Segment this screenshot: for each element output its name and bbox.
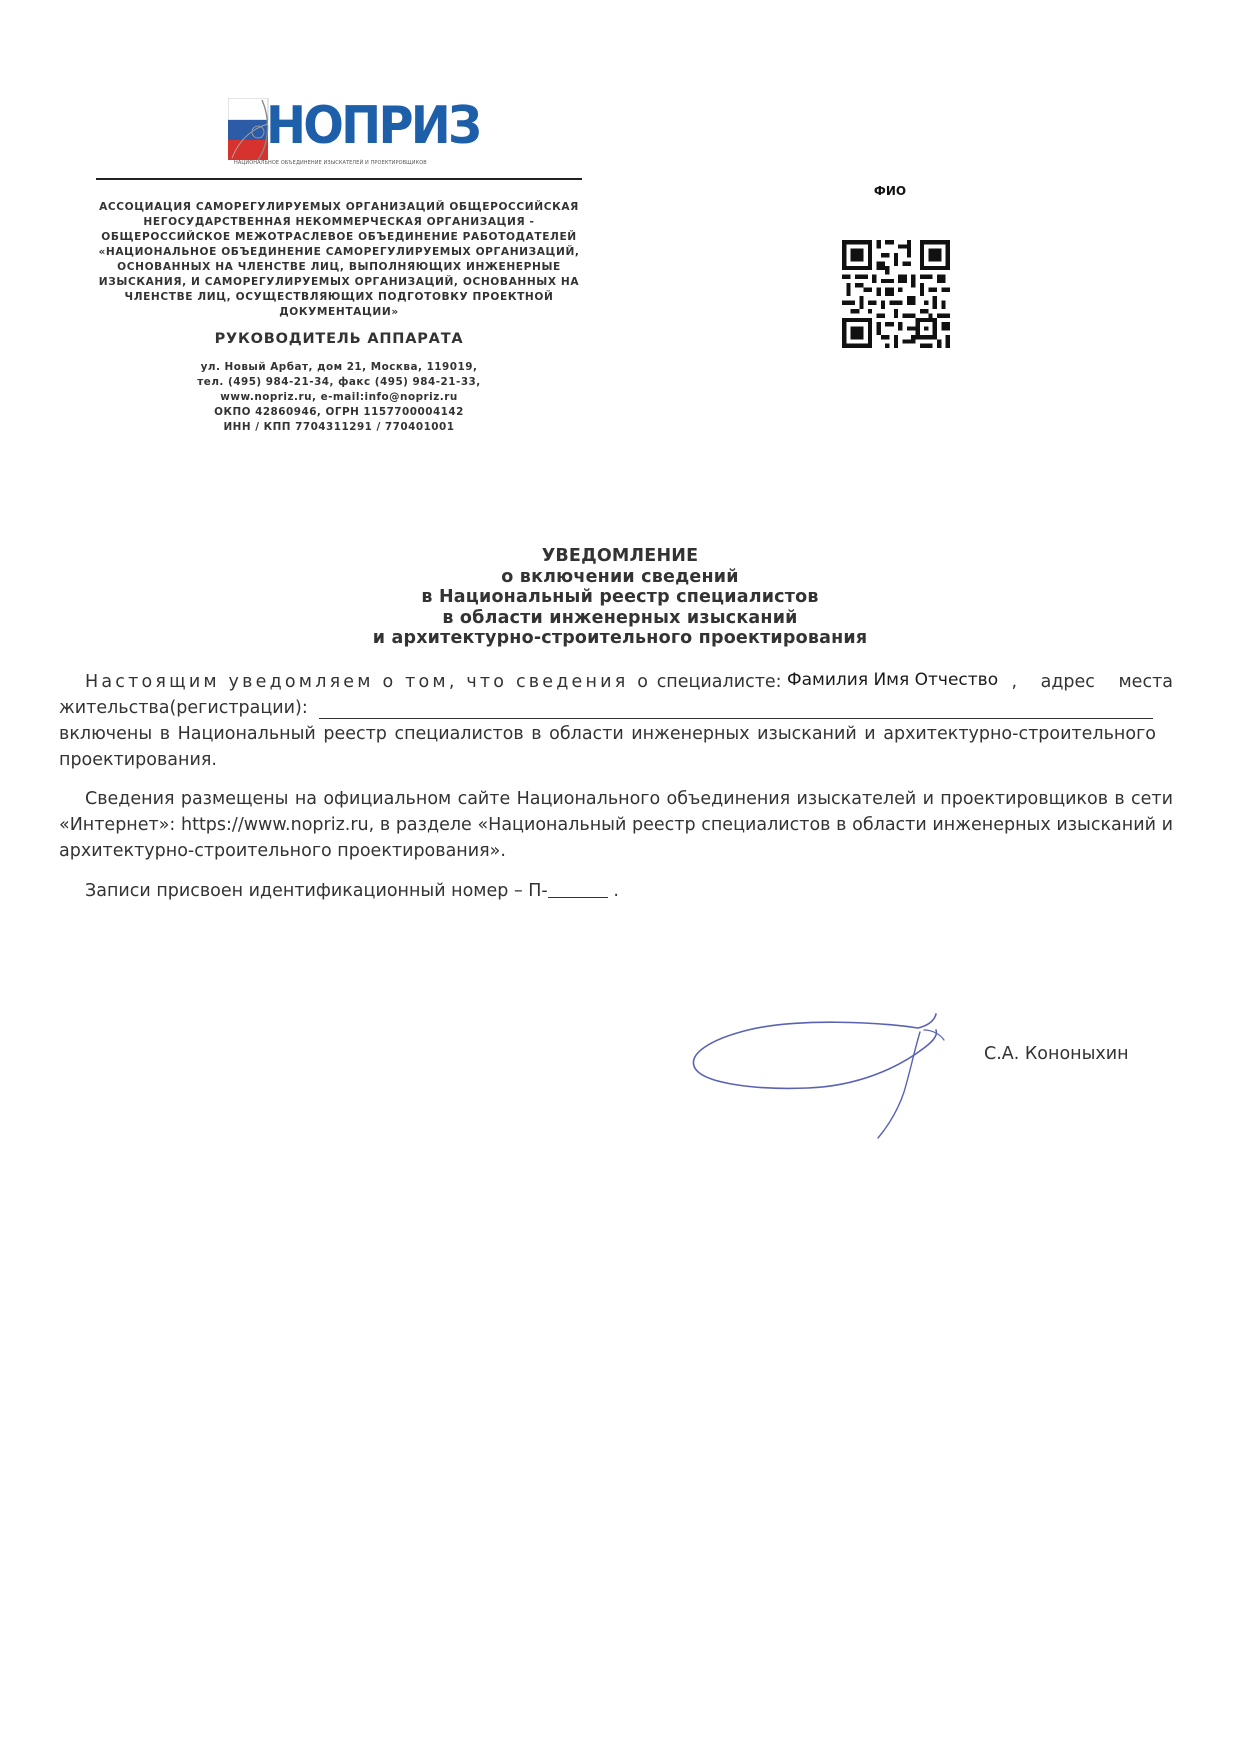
signer-name: С.А. Кононыхин — [984, 1044, 1129, 1064]
paragraph-1-intro-spaced: Настоящим уведомляем о том, что сведения о — [85, 672, 652, 692]
handwritten-signature-icon — [688, 1012, 950, 1142]
org-name-line: НЕГОСУДАРСТВЕННАЯ НЕКОММЕРЧЕСКАЯ ОРГАНИЗАЦИЯ - — [143, 216, 535, 228]
nopriz-logo — [228, 94, 480, 172]
paragraph-2: Сведения размещены на официальном сайте Национального объединения изыскателей и проектировщиков в сети «Интернет»: https://www.nopriz.ru, в разделе «Национальный реестр специалистов в области инженерных изысканий и архитектурно-строительного проектирования». — [59, 789, 1173, 861]
contact-line: ОКПО 42860946, ОГРН 1157700004142 — [214, 406, 464, 418]
org-name-line: ЧЛЕНСТВЕ ЛИЦ, ОСУЩЕСТВЛЯЮЩИХ ПОДГОТОВКУ ПРОЕКТНОЙ — [124, 291, 554, 303]
qr-code-icon — [842, 240, 950, 348]
paragraph-1-line-2 — [59, 698, 1173, 724]
residence-blank-line — [319, 718, 1153, 719]
fio-value: Фамилия Имя Отчество — [787, 670, 999, 690]
contact-line: www.nopriz.ru, e-mail:info@nopriz.ru — [220, 391, 458, 403]
paragraph-1-intro-rest: специалисте: — [651, 672, 782, 692]
contact-line: ИНН / КПП 7704311291 / 770401001 — [223, 421, 455, 433]
notice-title-line: УВЕДОМЛЕНИЕ — [541, 546, 699, 566]
org-name-line: ОСНОВАННЫХ НА ЧЛЕНСТВЕ ЛИЦ, ВЫПОЛНЯЮЩИХ ИНЖЕНЕРНЫЕ — [117, 261, 561, 273]
paragraph-3 — [85, 880, 1199, 901]
notice-title-line: в Национальный реестр специалистов — [421, 587, 819, 607]
org-name-line: «НАЦИОНАЛЬНОЕ ОБЪЕДИНЕНИЕ САМОРЕГУЛИРУЕМЫХ ОРГАНИЗАЦИЙ, — [98, 246, 580, 258]
residence-label: жительства(регистрации): — [59, 698, 308, 718]
fio-label: ФИО — [873, 184, 907, 198]
contact-block — [96, 360, 582, 435]
head-of-office-title: РУКОВОДИТЕЛЬ АППАРАТА — [214, 331, 464, 347]
notice-title — [200, 546, 1040, 649]
org-name-line: АССОЦИАЦИЯ САМОРЕГУЛИРУЕМЫХ ОРГАНИЗАЦИЙ ОБЩЕРОССИЙСКАЯ — [99, 201, 579, 213]
org-name-line: ИЗЫСКАНИЯ, И САМОРЕГУЛИРУЕМЫХ ОРГАНИЗАЦИЙ, ОСНОВАННЫХ НА — [98, 276, 580, 288]
notice-title-line: в области инженерных изысканий — [442, 607, 798, 628]
contact-line: тел. (495) 984-21-34, факс (495) 984-21-33, — [197, 376, 481, 388]
org-name-line: ДОКУМЕНТАЦИИ» — [279, 306, 399, 318]
paragraph-1-line-4: проектирования. — [59, 750, 217, 770]
paragraph-1-intro — [85, 672, 782, 692]
id-number-end: . — [613, 881, 619, 901]
logo-tagline: НАЦИОНАЛЬНОЕ ОБЪЕДИНЕНИЕ ИЗЫСКАТЕЛЕЙ И ПРОЕКТИРОВЩИКОВ — [234, 160, 427, 166]
id-number-label: Записи присвоен идентификационный номер – П- — [85, 881, 548, 901]
id-number-blank — [548, 880, 608, 898]
paragraph-1-line-1 — [59, 672, 1173, 698]
header-divider — [96, 178, 582, 180]
notice-title-line: о включении сведений — [501, 566, 739, 587]
paragraph-1-tail: , адрес места — [1011, 672, 1173, 692]
notice-title-line: и архитектурно-строительного проектирования — [372, 628, 868, 648]
logo-wordmark: НОПРИЗ — [266, 96, 480, 156]
paragraph-1-line-3: включены в Национальный реестр специалистов в области инженерных изысканий и архитектурно-строительного — [59, 724, 1156, 744]
contact-line: ул. Новый Арбат, дом 21, Москва, 119019, — [200, 361, 478, 373]
organization-name — [96, 200, 582, 320]
org-name-line: ОБЩЕРОССИЙСКОЕ МЕЖОТРАСЛЕВОЕ ОБЪЕДИНЕНИЕ РАБОТОДАТЕЛЕЙ — [101, 231, 577, 243]
